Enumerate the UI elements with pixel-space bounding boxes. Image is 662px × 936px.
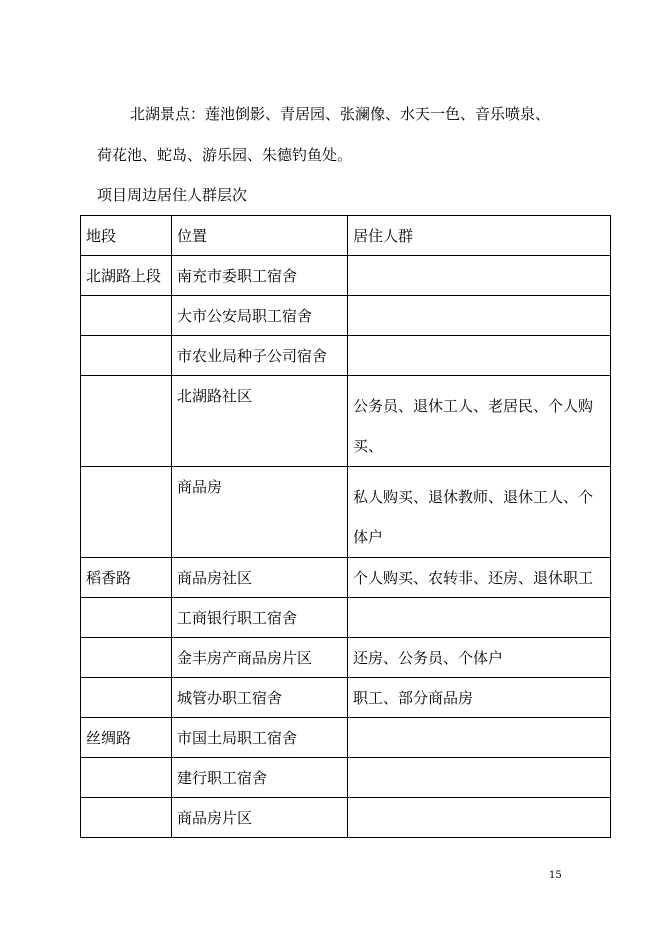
cell-section bbox=[81, 296, 172, 336]
cell-location: 南充市委职工宿舍 bbox=[172, 256, 348, 296]
table-row bbox=[81, 638, 611, 678]
cell-section bbox=[81, 336, 172, 376]
cell-location: 市农业局种子公司宿舍 bbox=[172, 336, 348, 376]
cell-section: 丝绸路 bbox=[81, 718, 172, 758]
header-cell-location: 位置 bbox=[172, 216, 348, 256]
cell-section bbox=[81, 798, 172, 838]
cell-residents bbox=[348, 598, 611, 638]
cell-residents bbox=[348, 296, 611, 336]
cell-section: 稻香路 bbox=[81, 558, 172, 598]
cell-residents bbox=[348, 336, 611, 376]
cell-location: 工商银行职工宿舍 bbox=[172, 598, 348, 638]
cell-section: 北湖路上段 bbox=[81, 256, 172, 296]
paragraph-attractions-continued: 荷花池、蛇岛、游乐园、朱德钓鱼处。 bbox=[97, 146, 353, 164]
cell-location: 商品房社区 bbox=[172, 558, 348, 598]
table-row bbox=[81, 798, 611, 838]
cell-section bbox=[81, 467, 172, 558]
cell-location: 城管办职工宿舍 bbox=[172, 678, 348, 718]
cell-section bbox=[81, 758, 172, 798]
header-cell-residents: 居住人群 bbox=[348, 216, 611, 256]
table-header-row bbox=[81, 216, 611, 256]
table-row bbox=[81, 256, 611, 296]
page-number: 15 bbox=[549, 870, 562, 881]
table-row bbox=[81, 376, 611, 467]
table-caption: 项目周边居住人群层次 bbox=[97, 186, 248, 204]
cell-section bbox=[81, 376, 172, 467]
cell-residents: 公务员、退休工人、老居民、个人购买、 bbox=[348, 376, 611, 467]
residents-table bbox=[80, 215, 611, 838]
cell-location: 北湖路社区 bbox=[172, 376, 348, 467]
table-row bbox=[81, 467, 611, 558]
cell-location: 大市公安局职工宿舍 bbox=[172, 296, 348, 336]
table-row bbox=[81, 336, 611, 376]
table-row bbox=[81, 558, 611, 598]
cell-residents bbox=[348, 758, 611, 798]
table-row bbox=[81, 296, 611, 336]
table-row bbox=[81, 758, 611, 798]
table-row bbox=[81, 598, 611, 638]
cell-residents bbox=[348, 718, 611, 758]
cell-residents bbox=[348, 256, 611, 296]
cell-section bbox=[81, 598, 172, 638]
header-cell-section: 地段 bbox=[81, 216, 172, 256]
cell-residents: 私人购买、退休教师、退休工人、个体户 bbox=[348, 467, 611, 558]
cell-location: 市国土局职工宿舍 bbox=[172, 718, 348, 758]
cell-location: 商品房 bbox=[172, 467, 348, 558]
cell-residents: 个人购买、农转非、还房、退休职工 bbox=[348, 558, 611, 598]
paragraph-attractions: 北湖景点：莲池倒影、青居园、张澜像、水天一色、音乐喷泉、 bbox=[130, 105, 551, 123]
cell-section bbox=[81, 678, 172, 718]
cell-residents: 还房、公务员、个体户 bbox=[348, 638, 611, 678]
cell-location: 商品房片区 bbox=[172, 798, 348, 838]
cell-location: 建行职工宿舍 bbox=[172, 758, 348, 798]
table-row bbox=[81, 718, 611, 758]
cell-section bbox=[81, 638, 172, 678]
cell-residents bbox=[348, 798, 611, 838]
table-row bbox=[81, 678, 611, 718]
cell-residents: 职工、部分商品房 bbox=[348, 678, 611, 718]
cell-location: 金丰房产商品房片区 bbox=[172, 638, 348, 678]
